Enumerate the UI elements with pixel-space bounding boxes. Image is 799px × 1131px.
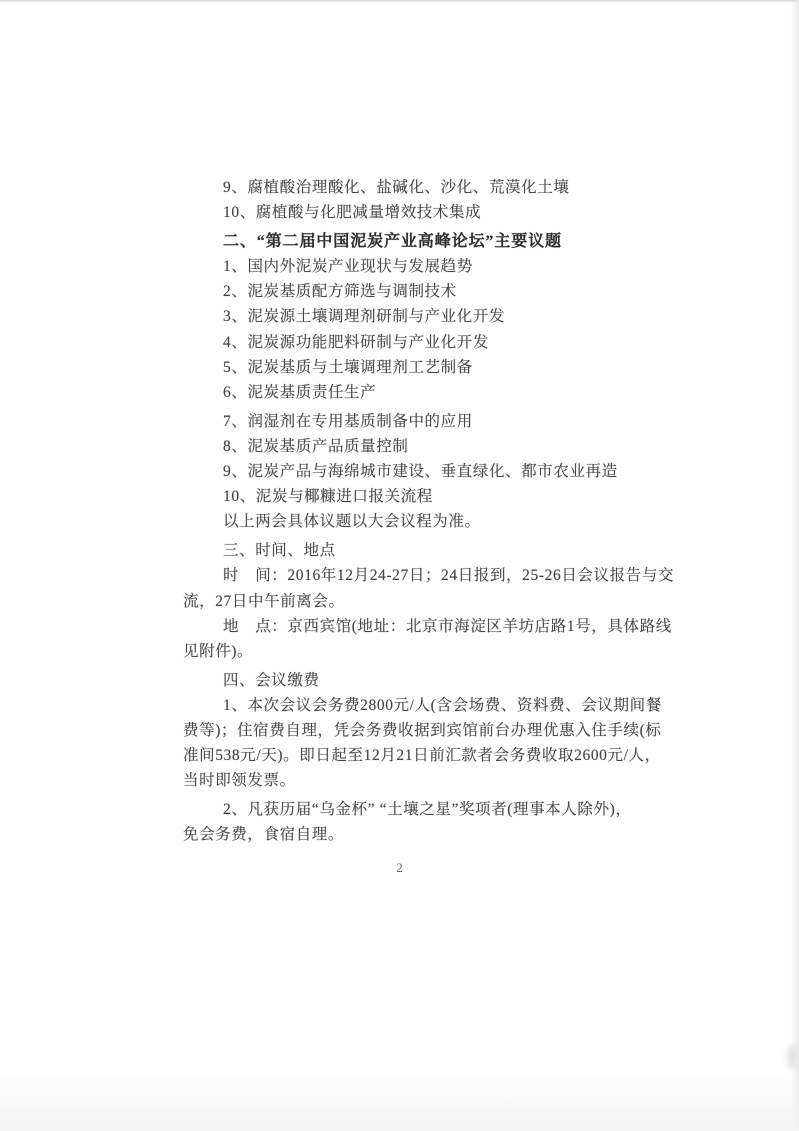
text-line: 地 点：京西宾馆(地址：北京市海淀区羊坊店路1号，具体路线 (223, 617, 672, 635)
text-line: 1、国内外泥炭产业现状与发展趋势 (223, 258, 473, 276)
text-line: 2、凡获历届“乌金杯” “土壤之星”奖项者(理事本人除外)， (223, 801, 632, 819)
text-line: 4、泥炭源功能肥料研制与产业化开发 (223, 333, 489, 351)
text-line: 三、时间、地点 (223, 542, 336, 560)
document-body (183, 175, 675, 847)
text-line: 10、泥炭与椰糠进口报关流程 (223, 488, 433, 506)
scan-edge-top (0, 0, 799, 3)
text-line: 3、泥炭源土壤调理剂研制与产业化开发 (223, 308, 506, 326)
text-line: 流，27日中午前离会。 (183, 592, 345, 610)
text-line: 1、本次会议会务费2800元/人(含会场费、资料费、会议期间餐 (223, 696, 662, 714)
text-line: 9、泥炭产品与海绵城市建设、垂直绿化、都市农业再造 (223, 463, 618, 481)
text-line: 当时即领发票。 (183, 772, 296, 790)
scan-edge-right (791, 0, 799, 1131)
text-line: 5、泥炭基质与土壤调理剂工艺制备 (223, 358, 473, 376)
text-line: 2、泥炭基质配方筛选与调制技术 (223, 283, 457, 301)
text-line: 准间538元/天)。即日起至12月21日前汇款者会务费收取2600元/人， (183, 747, 661, 765)
scan-smudge (787, 1045, 797, 1069)
text-line: 7、润湿剂在专用基质制备中的应用 (223, 412, 473, 430)
text-line: 8、泥炭基质产品质量控制 (223, 437, 409, 455)
text-line: 9、腐植酸治理酸化、盐碱化、沙化、荒漠化土壤 (223, 179, 570, 196)
text-line: 免会务费，食宿自理。 (183, 826, 345, 844)
text-line: 时 间：2016年12月24-27日；24日报到，25-26日会议报告与交 (223, 567, 675, 585)
text-line: 见附件)。 (183, 642, 254, 660)
text-line: 6、泥炭基质责任生产 (223, 383, 377, 401)
text-line: 费等)；住宿费自理，凭会务费收据到宾馆前台办理优惠入住手续(标 (183, 721, 662, 739)
text-line: 10、腐植酸与化肥减量增效技术集成 (223, 204, 482, 222)
text-line: 以上两会具体议题以大会议程为准。 (223, 513, 481, 531)
scan-edge-bottom (0, 1071, 799, 1131)
page-number: 2 (396, 860, 403, 875)
text-line: 四、会议缴费 (223, 671, 320, 689)
text-line: 二、“第二届中国泥炭产业高峰论坛”主要议题 (223, 233, 562, 251)
